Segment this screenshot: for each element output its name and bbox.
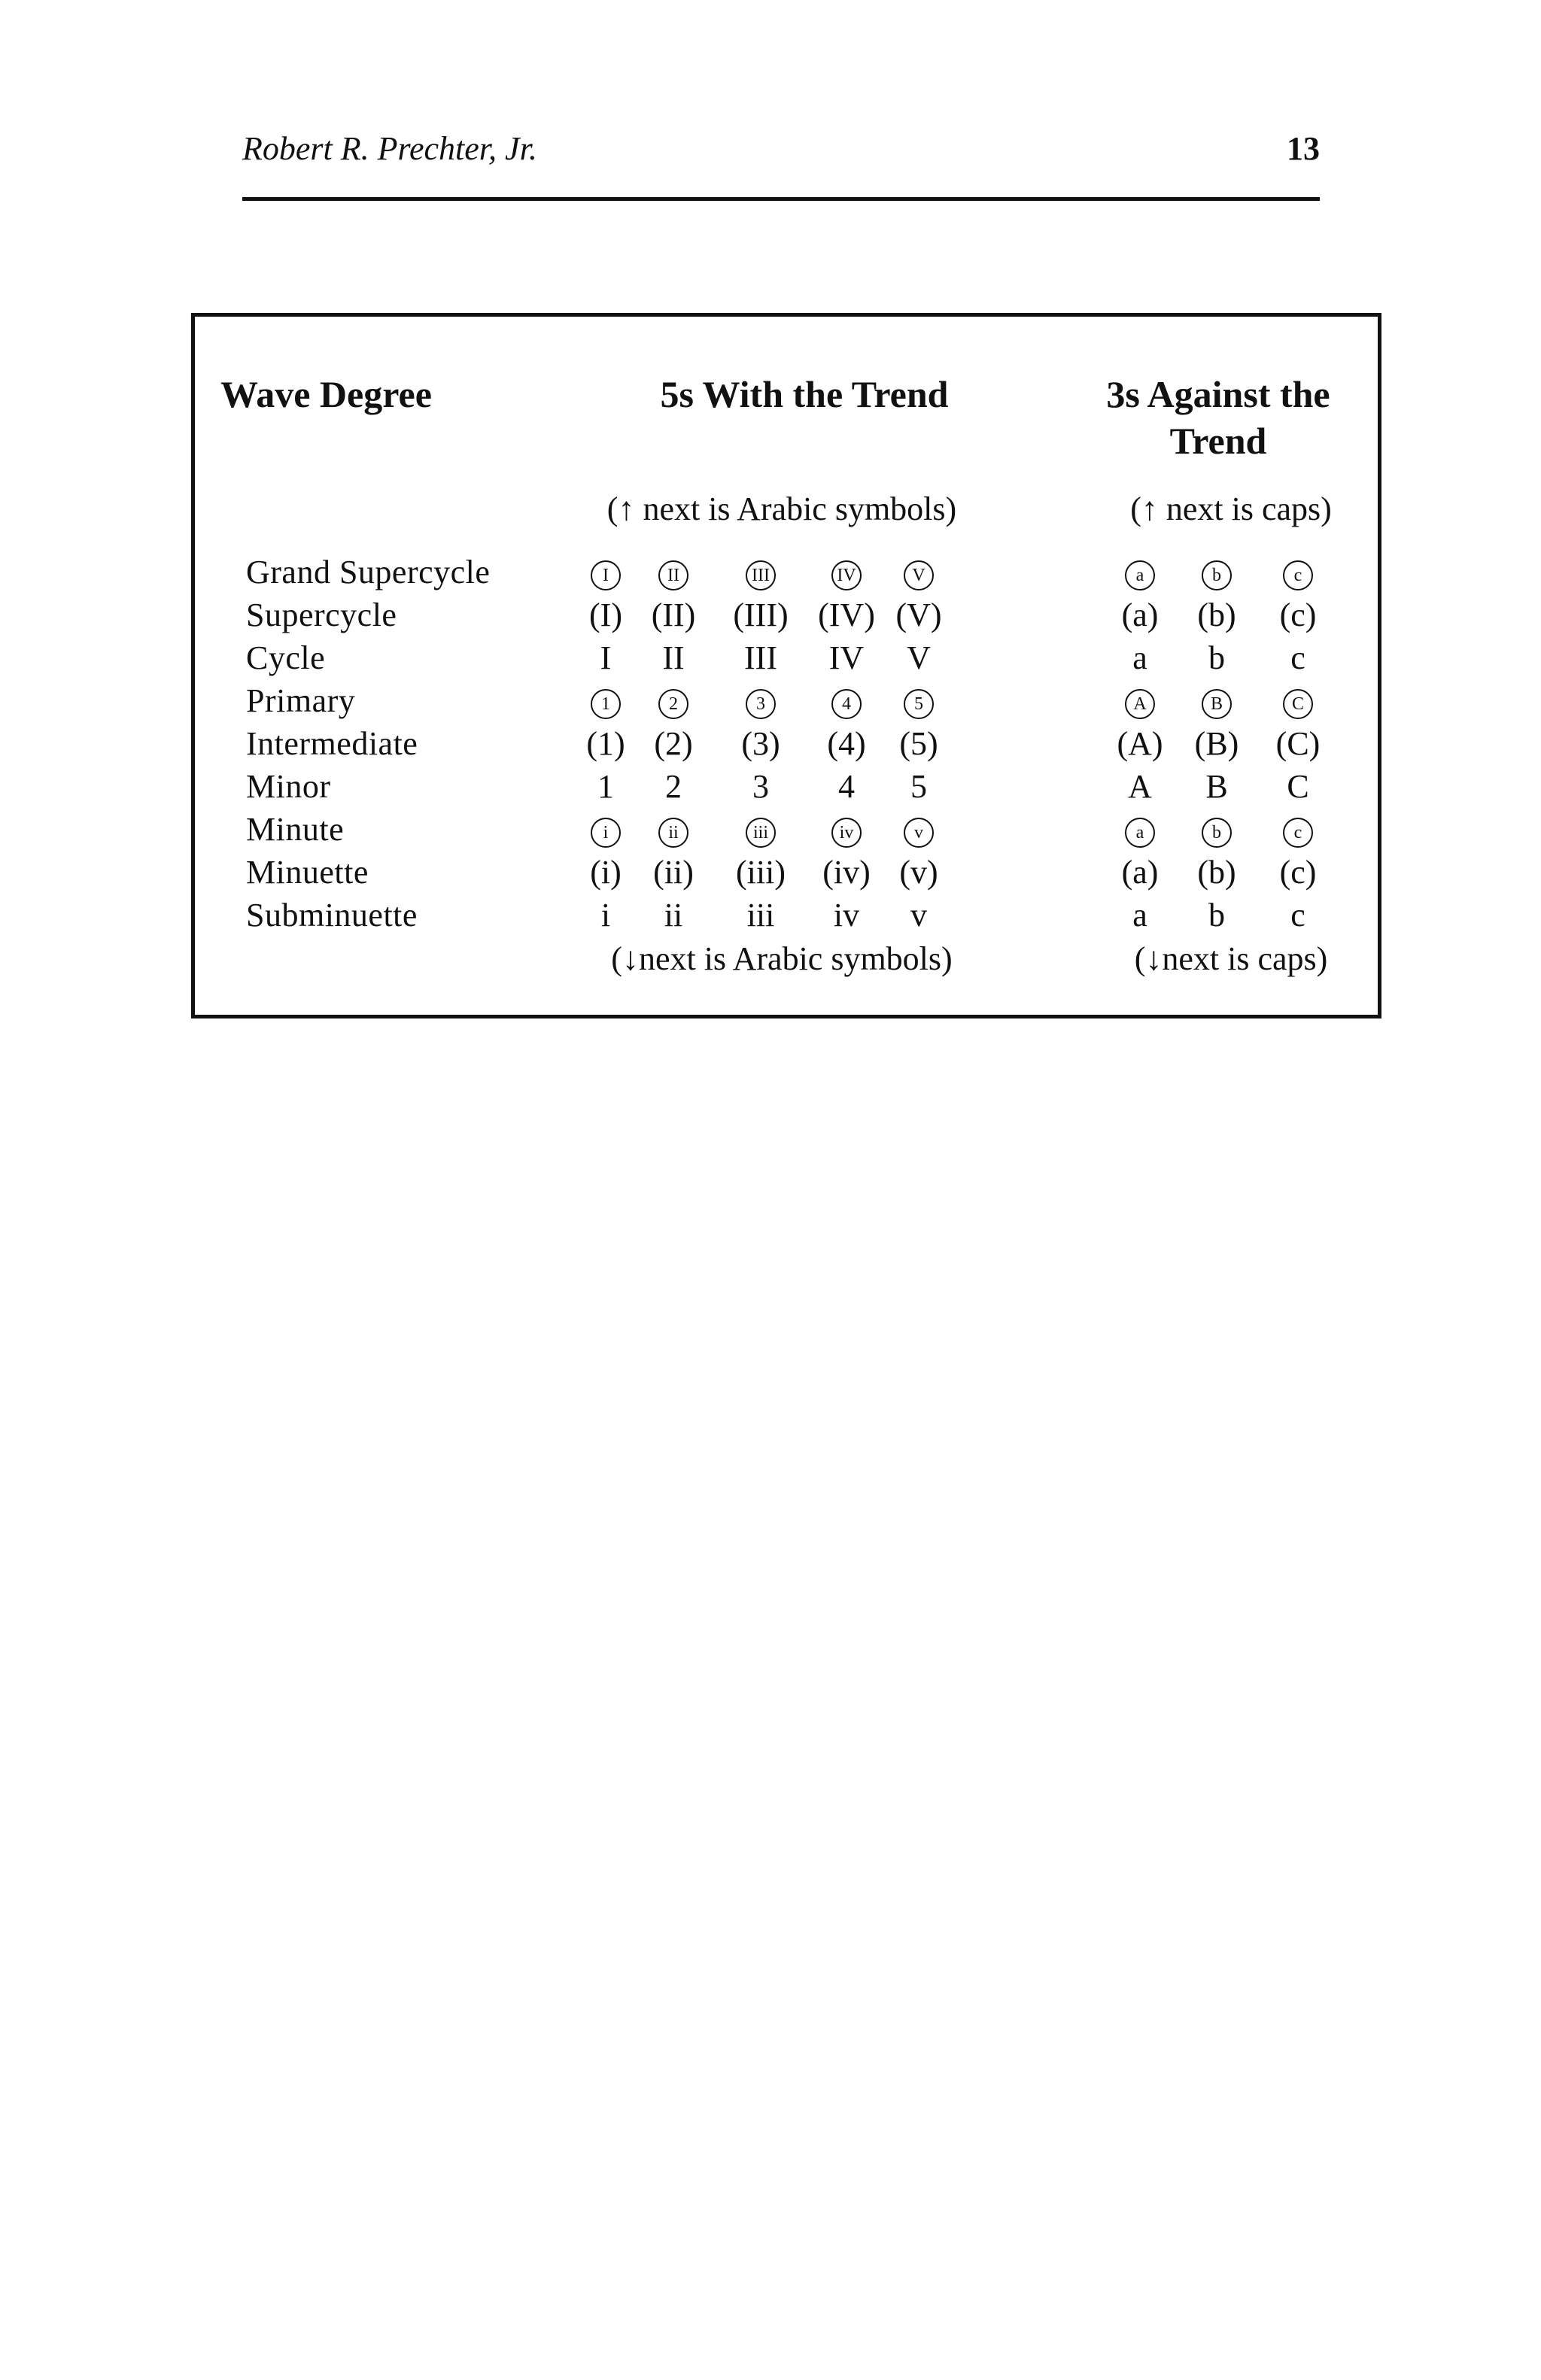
impulse-wave-label-circled: III: [746, 560, 776, 590]
impulse-wave-label: ii: [664, 897, 683, 933]
corrective-wave-label-circled: a: [1125, 818, 1155, 848]
header-rule: [242, 197, 1320, 201]
impulse-wave-label-circled: IV: [831, 560, 862, 590]
corrective-wave-label: a: [1132, 897, 1147, 933]
corrective-wave-label: c: [1290, 897, 1305, 933]
corrective-wave-label: [1253, 551, 1343, 593]
impulse-wave-label: [874, 809, 964, 851]
impulse-wave-label: 3: [752, 768, 769, 805]
impulse-wave-label: [716, 809, 806, 851]
corrective-wave-label: (a): [1121, 854, 1159, 891]
impulse-wave-label: IV: [828, 639, 865, 676]
corrective-wave-label-circled: c: [1283, 560, 1313, 590]
impulse-wave-label: iii: [746, 897, 775, 933]
impulse-wave-label-circled: 2: [658, 689, 688, 719]
corrective-wave-label: (b): [1197, 854, 1236, 891]
corrective-wave-label: b: [1208, 897, 1225, 933]
corrective-wave-label: a: [1132, 639, 1147, 676]
impulse-wave-label: i: [600, 897, 611, 933]
impulse-wave-label: (II): [651, 597, 696, 633]
impulse-wave-label: (ii): [653, 854, 694, 891]
note-up-caps: (↑ next is caps): [1130, 490, 1332, 527]
corrective-wave-label: c: [1290, 639, 1305, 676]
degree-label: Primary: [246, 682, 356, 719]
impulse-wave-label: [716, 551, 806, 593]
degree-label: Grand Supercycle: [246, 554, 491, 590]
header-three-against-trend: 3s Against the Trend: [1106, 373, 1330, 462]
impulse-wave-label: (1): [586, 725, 625, 762]
impulse-wave-label: V: [907, 639, 931, 676]
impulse-wave-label: [874, 551, 964, 593]
degree-label: Minor: [246, 768, 331, 805]
degree-label: Minute: [246, 811, 345, 848]
corrective-wave-label-circled: c: [1283, 818, 1313, 848]
note-down-arabic: (↓next is Arabic symbols): [611, 940, 953, 977]
impulse-wave-label: [628, 680, 719, 722]
corrective-wave-label-circled: a: [1125, 560, 1155, 590]
impulse-wave-label: (5): [899, 725, 938, 762]
degree-label: Cycle: [246, 639, 326, 676]
impulse-wave-label-circled: V: [904, 560, 934, 590]
corrective-wave-label: C: [1287, 768, 1309, 805]
impulse-wave-label: (iv): [822, 854, 871, 891]
impulse-wave-label: (IV): [818, 597, 875, 633]
corrective-wave-label: A: [1128, 768, 1152, 805]
impulse-wave-label-circled: 3: [746, 689, 776, 719]
impulse-wave-label: (i): [590, 854, 622, 891]
impulse-wave-label: 1: [597, 768, 614, 805]
author-name: Robert R. Prechter, Jr.: [242, 130, 537, 167]
impulse-wave-label: [716, 680, 806, 722]
impulse-wave-label-circled: 5: [904, 689, 934, 719]
degree-label: Intermediate: [246, 725, 418, 762]
impulse-wave-label-circled: iii: [746, 818, 776, 848]
corrective-wave-label-circled: A: [1125, 689, 1155, 719]
impulse-wave-label-circled: v: [904, 818, 934, 848]
impulse-wave-label: iv: [833, 897, 860, 933]
corrective-wave-label-circled: b: [1202, 818, 1232, 848]
corrective-wave-label-circled: b: [1202, 560, 1232, 590]
degree-label: Supercycle: [246, 597, 397, 633]
impulse-wave-label: [628, 551, 719, 593]
corrective-wave-label: (B): [1194, 725, 1239, 762]
impulse-wave-label: (V): [895, 597, 942, 633]
corrective-wave-label-circled: B: [1202, 689, 1232, 719]
impulse-wave-label: [628, 809, 719, 851]
corrective-wave-label: [1172, 809, 1262, 851]
impulse-wave-label: 5: [910, 768, 927, 805]
impulse-wave-label: (4): [827, 725, 866, 762]
impulse-wave-label: v: [910, 897, 927, 933]
wave-degree-table: [191, 313, 1381, 1018]
impulse-wave-label: (iii): [736, 854, 786, 891]
running-head: [242, 129, 1320, 175]
impulse-wave-label-circled: i: [591, 818, 621, 848]
impulse-wave-label: (2): [654, 725, 693, 762]
corrective-wave-label: [1253, 680, 1343, 722]
impulse-wave-label: (3): [741, 725, 780, 762]
corrective-wave-label: (c): [1279, 854, 1317, 891]
impulse-wave-label: [874, 680, 964, 722]
corrective-wave-label: (b): [1197, 597, 1236, 633]
corrective-wave-label: [1172, 551, 1262, 593]
page-number: 13: [1287, 130, 1320, 167]
corrective-wave-label-circled: C: [1283, 689, 1313, 719]
impulse-wave-label: III: [744, 639, 777, 676]
corrective-wave-label: (A): [1117, 725, 1163, 762]
impulse-wave-label-circled: II: [658, 560, 688, 590]
impulse-wave-label: 2: [665, 768, 682, 805]
impulse-wave-label-circled: ii: [658, 818, 688, 848]
corrective-wave-label: (c): [1279, 597, 1317, 633]
impulse-wave-label: II: [662, 639, 685, 676]
impulse-wave-label-circled: I: [591, 560, 621, 590]
note-up-arabic: (↑ next is Arabic symbols): [606, 490, 957, 527]
impulse-wave-label: (v): [899, 854, 938, 891]
corrective-wave-label: [1172, 680, 1262, 722]
corrective-wave-label: b: [1208, 639, 1225, 676]
header-wave-degree: Wave Degree: [220, 373, 432, 415]
note-down-caps: (↓next is caps): [1134, 940, 1328, 977]
corrective-wave-label: (a): [1121, 597, 1159, 633]
impulse-wave-label-circled: iv: [831, 818, 862, 848]
header-five-with-trend: 5s With the Trend: [660, 373, 949, 415]
impulse-wave-label: (I): [589, 597, 622, 633]
impulse-wave-label: (III): [733, 597, 789, 633]
impulse-wave-label-circled: 1: [591, 689, 621, 719]
degree-label: Subminuette: [246, 897, 418, 933]
impulse-wave-label: 4: [838, 768, 855, 805]
degree-label: Minuette: [246, 854, 369, 891]
corrective-wave-label: B: [1205, 768, 1228, 805]
impulse-wave-label: I: [600, 639, 612, 676]
impulse-wave-label-circled: 4: [831, 689, 862, 719]
corrective-wave-label: [1253, 809, 1343, 851]
corrective-wave-label: (C): [1275, 725, 1321, 762]
